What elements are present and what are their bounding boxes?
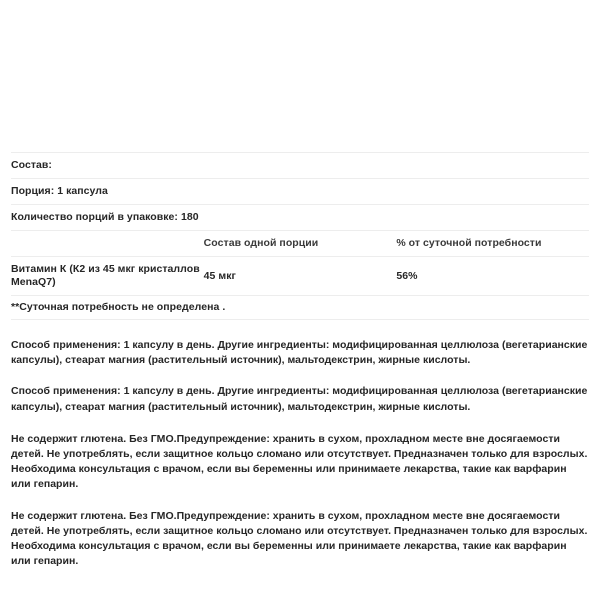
directions-paragraph-1: Способ применения: 1 капсулу в день. Другие ингредиенты: модифицированная целлюлоза (вегетарианские капсулы), стеарат магния (растительный источник), мальтодекстрин, жирные кислоты. [11, 339, 588, 367]
warning-paragraph-2: Не содержит глютена. Без ГМО.Предупреждение: хранить в сухом, прохладном месте вне досягаемости детей. Не употреблять, если защитное кольцо сломано или отсутствует. Предназначен только для взрослых. Необходима консультация с врачом, если вы беременны или принимаете лекарства, такие как варфарин или гепарин. [11, 509, 588, 568]
servings-per-container-text: Количество порций в упаковке: 180 [11, 211, 199, 223]
composition-label: Состав: [11, 159, 52, 171]
nutrient-name: Витамин К (К2 из 45 мкг кристаллов MenaQ7) [11, 263, 200, 288]
serving-size-text: Порция: 1 капсула [11, 185, 108, 197]
warning-paragraph-1: Не содержит глютена. Без ГМО.Предупреждение: хранить в сухом, прохладном месте вне досягаемости детей. Не употреблять, если защитное кольцо сломано или отсутствует. Предназначен только для взрослых. Необходима консультация с врачом, если вы беременны или принимаете лекарства, такие как варфарин или гепарин. [11, 432, 588, 491]
product-description-paragraphs [0, 338, 600, 569]
table-row-composition-label [11, 153, 589, 179]
top-spacer [0, 0, 600, 152]
directions-paragraph-2: Способ применения: 1 капсулу в день. Другие ингредиенты: модифицированная целлюлоза (вегетарианские капсулы), стеарат магния (растительный источник), мальтодекстрин, жирные кислоты. [11, 385, 588, 413]
table-row-servings-per-container [11, 205, 589, 231]
table-row-serving-size [11, 179, 589, 205]
supplement-facts-table [11, 152, 589, 320]
column-header-name [11, 231, 204, 257]
nutrient-daily-value: 56% [396, 269, 418, 282]
column-header-amount-per-serving: Состав одной порции [203, 237, 319, 249]
nutrient-amount: 45 мкг [203, 269, 236, 282]
table-row-nutrient [11, 257, 589, 296]
column-header-daily-value: % от суточной потребности [396, 237, 542, 249]
table-header-row [11, 231, 589, 257]
daily-value-footnote: **Суточная потребность не определена . [11, 301, 226, 313]
table-row-footnote [11, 296, 589, 320]
